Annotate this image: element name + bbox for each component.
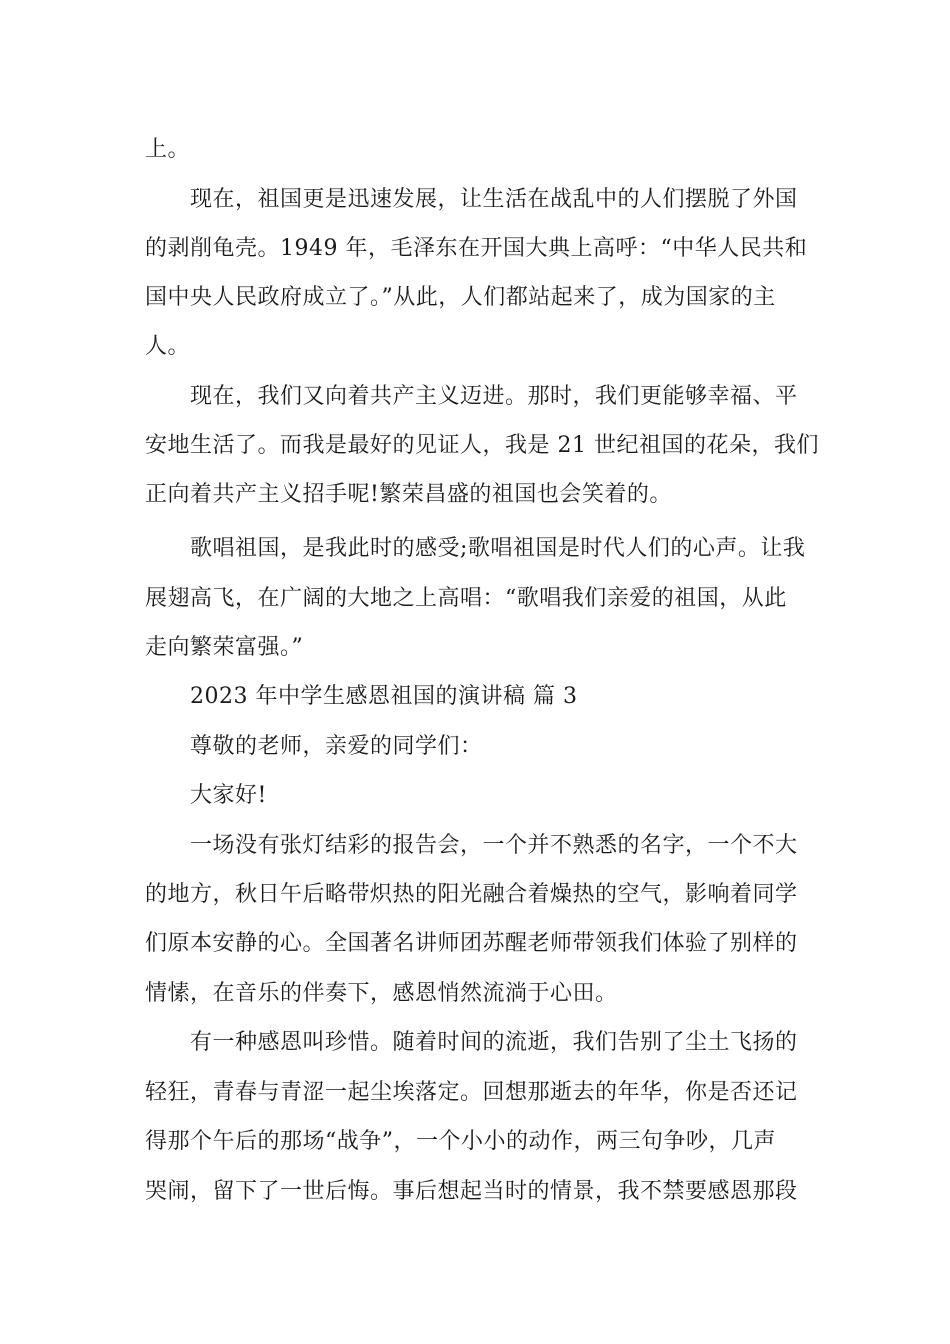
text-line: 走向繁荣富强。”: [145, 635, 304, 660]
greeting: 大家好!: [190, 783, 267, 808]
text-line: 得那个午后的那场“战争”，一个小小的动作，两三句争吵，几声: [145, 1129, 776, 1154]
text-line: 情愫，在音乐的伴奏下，感恩悄然流淌于心田。: [145, 981, 618, 1006]
paragraph-first-line: 有一种感恩叫珍惜。随着时间的流逝，我们告别了尘土飞扬的: [190, 1030, 798, 1055]
text-line: 安地生活了。而我是最好的见证人，我是 21 世纪祖国的花朵，我们: [145, 433, 819, 458]
text-line: 上。: [145, 137, 191, 162]
text-line: 人。: [145, 334, 191, 359]
paragraph-first-line: 现在，我们又向着共产主义迈进。那时，我们更能够幸福、平: [190, 384, 798, 409]
text-line: 正向着共产主义招手呢!繁荣昌盛的祖国也会笑着的。: [145, 482, 672, 507]
text-line: 的剥削龟壳。1949 年，毛泽东在开国大典上高呼：“中华人民共和: [145, 236, 808, 261]
paragraph-first-line: 一场没有张灯结彩的报告会，一个并不熟悉的名字，一个不大: [190, 833, 798, 858]
text-line: 哭闹，留下了一世后悔。事后想起当时的情景，我不禁要感恩那段: [145, 1179, 798, 1204]
paragraph-first-line: 现在，祖国更是迅速发展，让生活在战乱中的人们摆脱了外国: [190, 187, 798, 212]
text-line: 展翅高飞，在广阔的大地之上高唱：“歌唱我们亲爱的祖国，从此: [145, 586, 787, 611]
section-heading: 2023 年中学生感恩祖国的演讲稿 篇 3: [190, 684, 578, 709]
text-line: 轻狂，青春与青涩一起尘埃落定。回想那逝去的年华，你是否还记: [145, 1080, 798, 1105]
text-line: 国中央人民政府成立了。”从此，人们都站起来了，成为国家的主: [145, 285, 776, 310]
salutation: 尊敬的老师，亲爱的同学们：: [190, 734, 483, 759]
paragraph-first-line: 歌唱祖国，是我此时的感受;歌唱祖国是时代人们的心声。让我: [190, 536, 806, 561]
text-line: 的地方，秋日午后略带炽热的阳光融合着燥热的空气，影响着同学: [145, 882, 798, 907]
text-line: 们原本安静的心。全国著名讲师团苏醒老师带领我们体验了别样的: [145, 931, 798, 956]
